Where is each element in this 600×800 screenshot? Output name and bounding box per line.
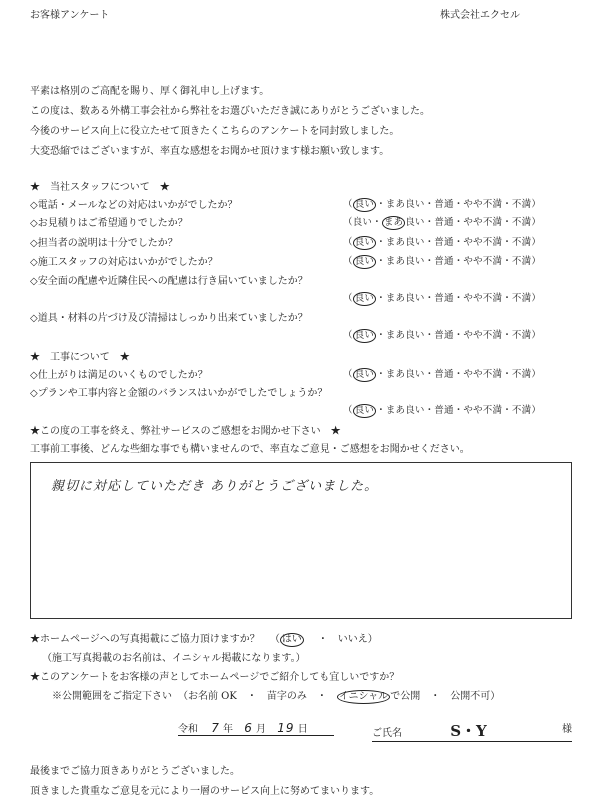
work-section-title: ★ 工事について ★ <box>30 352 130 363</box>
answer-1: （ 良い ・まあ良い・普通・やや不満・不満） <box>343 199 542 210</box>
answer-circle: 良い <box>354 405 375 416</box>
comment-box[interactable] <box>30 462 572 619</box>
question-3: ◇担当者の説明は十分でしたか？ <box>30 238 178 249</box>
voice-question: ★このアンケートをお客様の声としてホームページでご紹介しても宜しいですか？ <box>30 672 400 683</box>
intro-line-3: 今後のサービス向上に役立たせて頂きたくこちらのアンケートを同封致しました。 <box>30 126 400 137</box>
answer-6: （ 良い ・まあ良い・普通・やや不満・不満） <box>343 330 542 341</box>
company-name: 株式会社エクセル <box>440 10 520 21</box>
answer-circle: 良い <box>354 369 375 380</box>
header-left: お客様アンケート <box>30 10 110 21</box>
handwritten-comment: 親切に対応していただき ありがとうございました。 <box>51 479 379 494</box>
answer-5: （ 良い ・まあ良い・普通・やや不満・不満） <box>343 293 542 304</box>
answer-4: （ 良い ・まあ良い・普通・やや不満・不満） <box>343 256 542 267</box>
staff-section-title: ★ 当社スタッフについて ★ <box>30 182 170 193</box>
answer-7: （ 良い ・まあ良い・普通・やや不満・不満） <box>343 369 542 380</box>
photo-question: ★ホームページへの写真掲載にご協力頂けますか？ （ はい ・ いいえ） <box>30 634 378 645</box>
answer-circle: 良い <box>354 237 375 248</box>
name-field: ご氏名 S・Y 様 <box>372 722 572 740</box>
answer-circle: 良い <box>354 330 375 341</box>
question-8: ◇プランや工事内容と金額のバランスはいかがでしたでしょうか？ <box>30 388 328 399</box>
answer-2: （良い・ まあ 良い・普通・やや不満・不満） <box>343 217 542 228</box>
impression-sub: 工事前工事後、どんな些細な事でも構いませんので、率直なご意見・ご感想をお聞かせください。 <box>30 444 470 455</box>
question-1: ◇電話・メールなどの対応はいかがでしたか？ <box>30 200 238 211</box>
intro-line-1: 平素は格別のご高配を賜り、厚く御礼申し上げます。 <box>30 86 270 97</box>
answer-8: （ 良い ・まあ良い・普通・やや不満・不満） <box>343 405 542 416</box>
photo-yes-circle: はい <box>281 634 302 645</box>
answer-3: （ 良い ・まあ良い・普通・やや不満・不満） <box>343 237 542 248</box>
impression-title: ★この度の工事を終え、弊社サービスのご感想をお聞かせ下さい ★ <box>30 426 341 437</box>
question-4: ◇施工スタッフの対応はいかがでしたか？ <box>30 257 218 268</box>
photo-note: （施工写真掲載のお名前は、イニシャル掲載になります。） <box>42 653 306 664</box>
question-2: ◇お見積りはご希望通りでしたか？ <box>30 218 188 229</box>
answer-circle: まあ <box>383 217 404 228</box>
question-5: ◇安全面の配慮や近隣住民への配慮は行き届いていましたか？ <box>30 276 308 287</box>
answer-circle: 良い <box>354 256 375 267</box>
intro-line-4: 大変恐縮ではございますが、率直な感想をお聞かせ頂けます様お願い致します。 <box>30 146 390 157</box>
footer-line-1: 最後までご協力頂きありがとうございました。 <box>30 766 240 777</box>
answer-circle: 良い <box>354 293 375 304</box>
voice-initial-circle: イニシャル <box>338 691 389 702</box>
intro-line-2: この度は、数ある外構工事会社から弊社をお選びいただき誠にありがとうございました。 <box>30 106 430 117</box>
footer-line-2: 頂きました貴重なご意見を元により一層のサービス向上に努めてまいります。 <box>30 786 380 797</box>
voice-scope: ※公開範囲をご指定下さい （お名前 OK ・ 苗字のみ ・ イニシャル で公開 ・ 公開不可） <box>52 691 501 702</box>
answer-circle: 良い <box>354 199 375 210</box>
question-6: ◇道具・材料の片づけ及び清掃はしっかり出来ていましたか？ <box>30 313 308 324</box>
question-7: ◇仕上がりは満足のいくものでしたか？ <box>30 370 208 381</box>
date-field: 令和 7 年 6 月 19 日 <box>178 720 334 736</box>
name-value: S・Y <box>450 722 487 740</box>
